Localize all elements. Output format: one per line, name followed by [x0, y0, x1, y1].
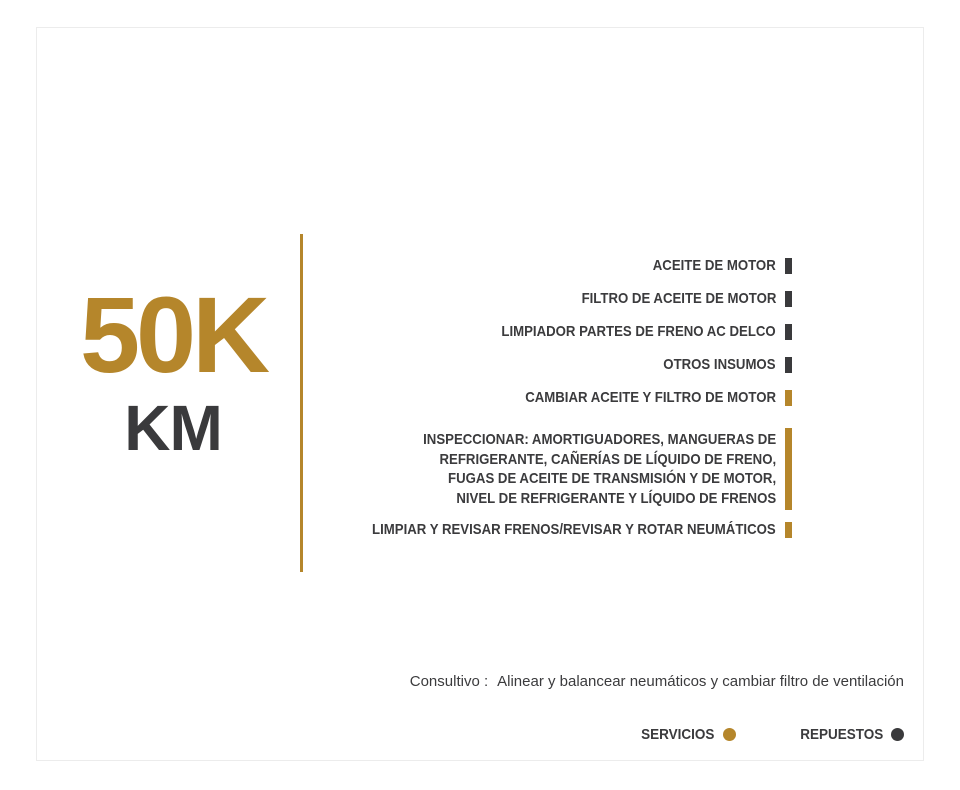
maintenance-card: [36, 27, 924, 761]
legend-label: REPUESTOS: [799, 726, 883, 743]
legend-item-repuestos: [791, 726, 904, 743]
legend-item-servicios: [633, 726, 735, 743]
consultive-note-prefix: Consultivo :: [409, 673, 489, 690]
mileage-value: 50K: [79, 274, 267, 395]
consultive-note: [410, 673, 904, 690]
maintenance-item: [292, 390, 792, 406]
item-label: OTROS INSUMOS: [663, 356, 776, 373]
item-marker: [785, 390, 792, 406]
servicios-dot-icon: [723, 728, 736, 741]
consultive-note-text: Alinear y balancear neumáticos y cambiar filtro de ventilación: [497, 673, 904, 690]
maintenance-item: [292, 357, 792, 373]
legend: [633, 726, 904, 743]
item-label: LIMPIAR Y REVISAR FRENOS/REVISAR Y ROTAR NEUMÁTICOS: [372, 521, 776, 538]
item-marker: [785, 428, 792, 510]
maintenance-item: [292, 522, 792, 538]
item-label: INSPECCIONAR: AMORTIGUADORES, MANGUERAS DE REFRIGERANTE, CAÑERÍAS DE LÍQUIDO DE FRENO, FUGAS DE ACEITE DE TRANSMISIÓN Y DE MOTOR, NIVEL DE REFRIGERANTE Y LÍQUIDO DE FRENOS: [422, 431, 776, 507]
item-marker: [785, 258, 792, 274]
item-marker: [785, 357, 792, 373]
mileage-unit: KM: [124, 391, 222, 464]
item-label: LIMPIADOR PARTES DE FRENO AC DELCO: [501, 323, 776, 340]
item-label: FILTRO DE ACEITE DE MOTOR: [581, 290, 776, 307]
mileage-milestone: [68, 274, 278, 464]
maintenance-item: [292, 324, 792, 340]
item-marker: [785, 291, 792, 307]
item-label: ACEITE DE MOTOR: [653, 257, 776, 274]
maintenance-items-list: [292, 258, 792, 555]
item-marker: [785, 324, 792, 340]
maintenance-item: [292, 291, 792, 307]
item-label: CAMBIAR ACEITE Y FILTRO DE MOTOR: [525, 389, 776, 406]
maintenance-item: [292, 428, 792, 510]
item-marker: [785, 522, 792, 538]
maintenance-item: [292, 258, 792, 274]
legend-label: SERVICIOS: [641, 726, 715, 743]
repuestos-dot-icon: [891, 728, 904, 741]
